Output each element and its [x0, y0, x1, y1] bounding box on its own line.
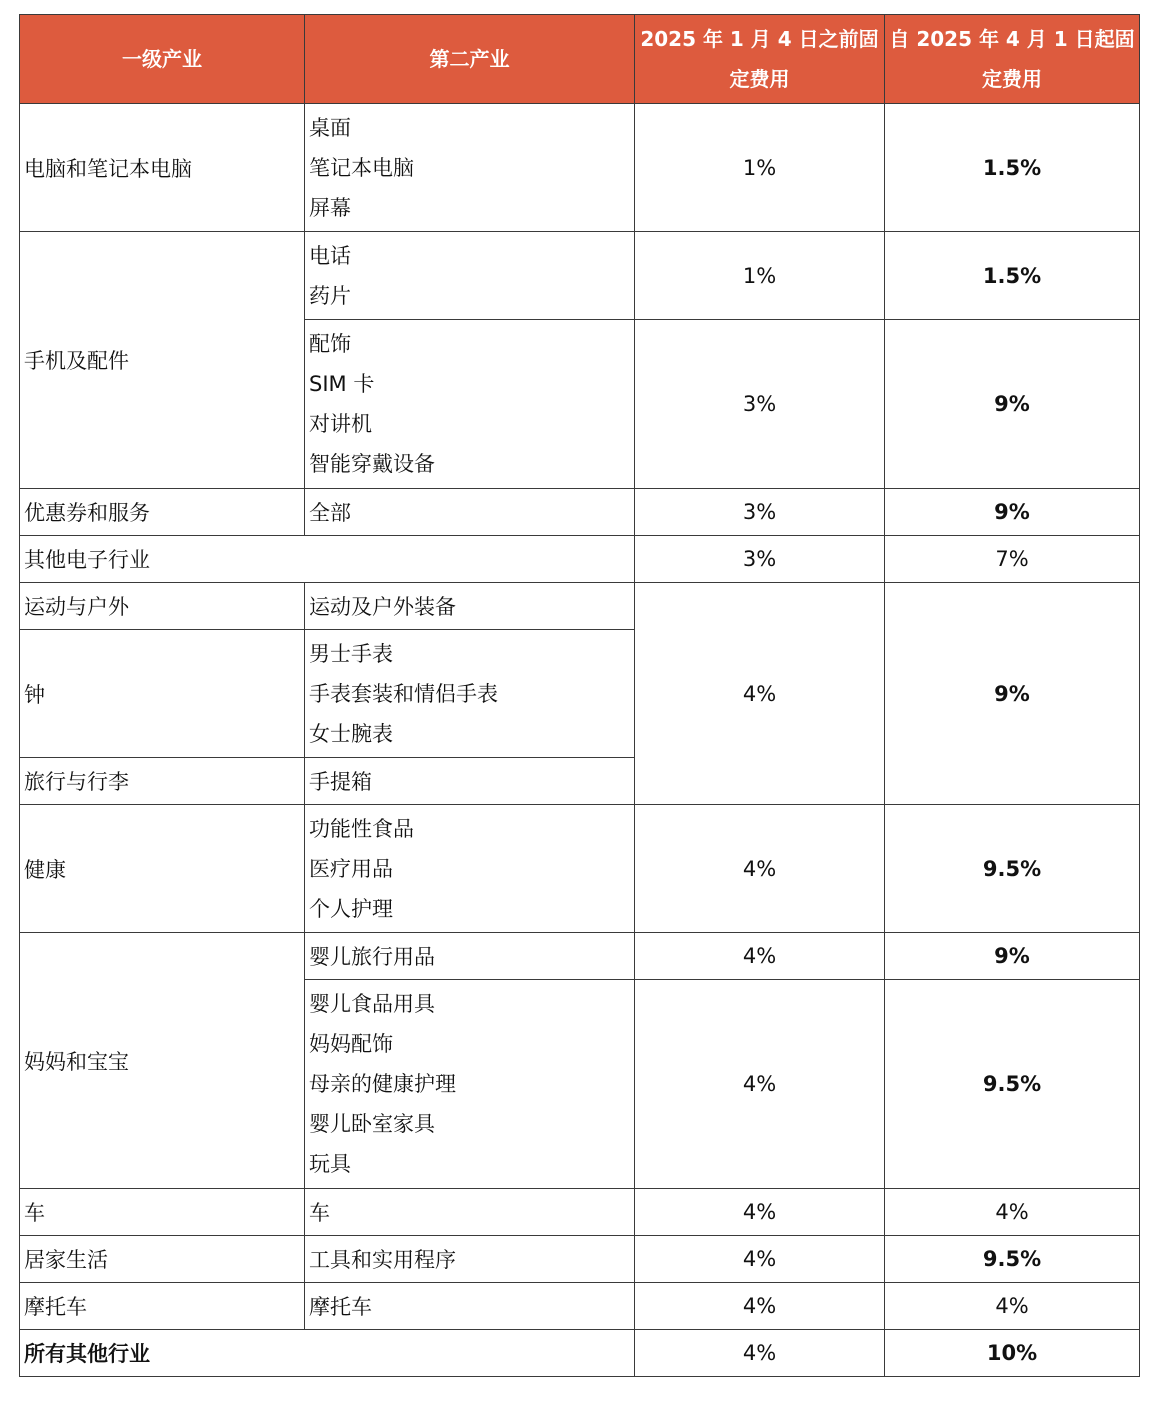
old-fee-cell: 4%	[635, 933, 885, 980]
level2-item: 男士手表	[309, 641, 393, 666]
table-row	[20, 583, 1140, 630]
level2-item: SIM 卡	[309, 372, 375, 396]
old-fee-cell: 4%	[635, 1283, 885, 1330]
level2-cell	[305, 630, 635, 758]
new-fee-cell: 9.5%	[885, 980, 1140, 1189]
old-fee-cell: 4%	[635, 1189, 885, 1236]
old-fee-cell: 3%	[635, 489, 885, 536]
level2-item: 笔记本电脑	[309, 155, 414, 180]
level2-cell: 婴儿旅行用品	[305, 933, 635, 980]
level2-item: 玩具	[309, 1152, 351, 1176]
level2-cell	[305, 104, 635, 232]
level2-cell: 全部	[305, 489, 635, 536]
header-new-fee: 自 2025 年 4 月 1 日起固定费用	[885, 15, 1140, 104]
header-old-fee: 2025 年 1 月 4 日之前固定费用	[635, 15, 885, 104]
level2-item: 手表套装和情侣手表	[309, 681, 498, 706]
table-row	[20, 232, 1140, 320]
level2-item: 对讲机	[309, 412, 372, 436]
level2-item: 婴儿卧室家具	[309, 1112, 435, 1136]
level1-cell: 健康	[20, 805, 305, 933]
level2-cell: 手提箱	[305, 758, 635, 805]
level1-cell: 电脑和笔记本电脑	[20, 104, 305, 232]
new-fee-cell: 10%	[885, 1330, 1140, 1377]
new-fee-cell: 1.5%	[885, 232, 1140, 320]
level1-cell: 运动与户外	[20, 583, 305, 630]
old-fee-cell: 1%	[635, 232, 885, 320]
old-fee-cell: 4%	[635, 1236, 885, 1283]
level2-cell	[305, 805, 635, 933]
new-fee-cell: 9%	[885, 933, 1140, 980]
level2-item: 药片	[309, 283, 351, 308]
table-row	[20, 1236, 1140, 1283]
level2-item: 智能穿戴设备	[309, 452, 435, 476]
new-fee-cell: 9.5%	[885, 1236, 1140, 1283]
header-level2: 第二产业	[305, 15, 635, 104]
level2-item: 屏幕	[309, 195, 351, 220]
table-row	[20, 104, 1140, 232]
new-fee-cell: 9%	[885, 583, 1140, 805]
new-fee-cell: 9%	[885, 489, 1140, 536]
level2-cell: 工具和实用程序	[305, 1236, 635, 1283]
new-fee-cell: 7%	[885, 536, 1140, 583]
level2-cell: 摩托车	[305, 1283, 635, 1330]
level2-cell: 车	[305, 1189, 635, 1236]
level2-cell	[305, 980, 635, 1189]
table-row	[20, 933, 1140, 980]
new-fee-cell: 9%	[885, 320, 1140, 489]
header-level1: 一级产业	[20, 15, 305, 104]
table-row	[20, 536, 1140, 583]
level1-cell: 其他电子行业	[20, 536, 635, 583]
level1-cell: 旅行与行李	[20, 758, 305, 805]
level2-item: 个人护理	[309, 896, 393, 921]
header-row	[20, 15, 1140, 104]
level2-item: 婴儿食品用具	[309, 992, 435, 1016]
old-fee-cell: 3%	[635, 536, 885, 583]
level2-item: 配饰	[309, 332, 351, 356]
level1-cell: 车	[20, 1189, 305, 1236]
old-fee-cell: 1%	[635, 104, 885, 232]
table-row	[20, 1189, 1140, 1236]
level2-item: 母亲的健康护理	[309, 1072, 456, 1096]
level1-cell: 钟	[20, 630, 305, 758]
level2-item: 功能性食品	[309, 816, 414, 841]
level2-cell	[305, 232, 635, 320]
old-fee-cell: 4%	[635, 980, 885, 1189]
level1-cell: 妈妈和宝宝	[20, 933, 305, 1189]
level2-cell: 运动及户外装备	[305, 583, 635, 630]
level2-item: 桌面	[309, 115, 351, 140]
new-fee-cell: 9.5%	[885, 805, 1140, 933]
level2-item: 电话	[309, 243, 351, 268]
new-fee-cell: 4%	[885, 1283, 1140, 1330]
level1-cell: 摩托车	[20, 1283, 305, 1330]
level2-cell	[305, 320, 635, 489]
level1-cell: 所有其他行业	[20, 1330, 635, 1377]
table-row	[20, 1330, 1140, 1377]
level2-item: 女士腕表	[309, 721, 393, 746]
level2-item: 妈妈配饰	[309, 1032, 393, 1056]
table-row	[20, 489, 1140, 536]
level1-cell: 手机及配件	[20, 232, 305, 489]
table-row	[20, 1283, 1140, 1330]
old-fee-cell: 4%	[635, 1330, 885, 1377]
new-fee-cell: 4%	[885, 1189, 1140, 1236]
old-fee-cell: 4%	[635, 805, 885, 933]
level2-item: 医疗用品	[309, 856, 393, 881]
old-fee-cell: 4%	[635, 583, 885, 805]
fee-table	[19, 14, 1140, 1377]
table-row	[20, 805, 1140, 933]
level1-cell: 优惠券和服务	[20, 489, 305, 536]
level1-cell: 居家生活	[20, 1236, 305, 1283]
new-fee-cell: 1.5%	[885, 104, 1140, 232]
old-fee-cell: 3%	[635, 320, 885, 489]
